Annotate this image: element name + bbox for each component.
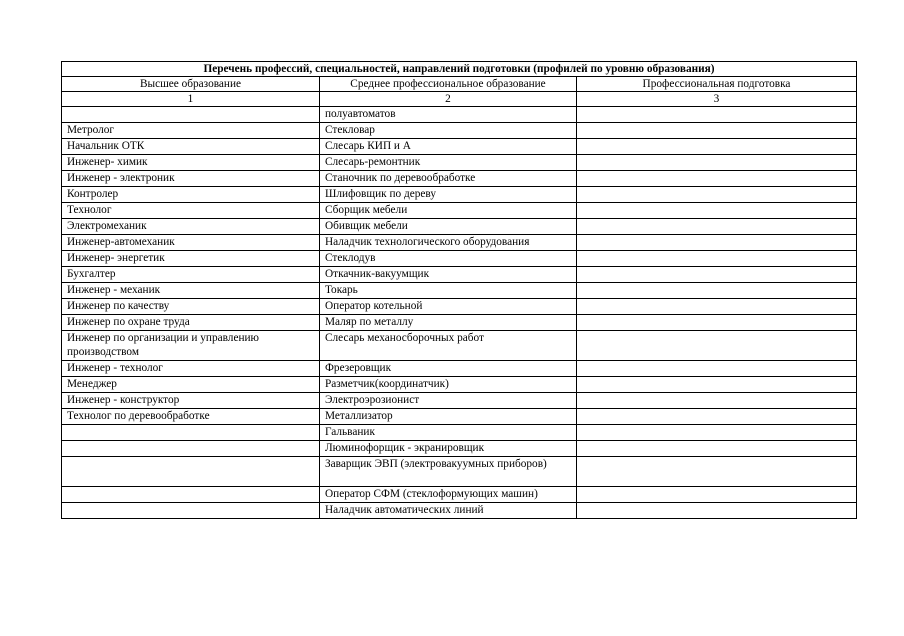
column-header-higher-education: Высшее образование: [62, 77, 320, 92]
professions-table: [61, 61, 857, 519]
cell-secondary-vocational: Заварщик ЭВП (электровакуумных приборов): [320, 457, 577, 487]
cell-vocational-training: [577, 457, 857, 487]
column-header-secondary-vocational: Среднее профессиональное образование: [320, 77, 577, 92]
table-row: [62, 393, 857, 409]
cell-secondary-vocational: Маляр по металлу: [320, 315, 577, 331]
cell-vocational-training: [577, 123, 857, 139]
cell-secondary-vocational: Слесарь механосборочных работ: [320, 331, 577, 361]
cell-secondary-vocational: Наладчик технологического оборудования: [320, 235, 577, 251]
cell-higher-education: [62, 457, 320, 487]
cell-vocational-training: [577, 361, 857, 377]
table-row: [62, 267, 857, 283]
table-row: [62, 107, 857, 123]
cell-secondary-vocational: Слесарь КИП и А: [320, 139, 577, 155]
cell-vocational-training: [577, 393, 857, 409]
table-row: [62, 203, 857, 219]
cell-higher-education: Технолог: [62, 203, 320, 219]
table-row: [62, 409, 857, 425]
cell-secondary-vocational: Сборщик мебели: [320, 203, 577, 219]
cell-secondary-vocational: Наладчик автоматических линий: [320, 503, 577, 519]
table-row: [62, 155, 857, 171]
cell-secondary-vocational: Люминофорщик - экранировщик: [320, 441, 577, 457]
table-row: [62, 457, 857, 487]
cell-vocational-training: [577, 409, 857, 425]
cell-vocational-training: [577, 107, 857, 123]
cell-vocational-training: [577, 425, 857, 441]
cell-higher-education: Метролог: [62, 123, 320, 139]
cell-vocational-training: [577, 283, 857, 299]
cell-higher-education: Бухгалтер: [62, 267, 320, 283]
cell-secondary-vocational: Стеклодув: [320, 251, 577, 267]
cell-secondary-vocational: Шлифовщик по дереву: [320, 187, 577, 203]
cell-secondary-vocational: Оператор котельной: [320, 299, 577, 315]
table-row: [62, 171, 857, 187]
cell-vocational-training: [577, 503, 857, 519]
cell-secondary-vocational: Электроэрозионист: [320, 393, 577, 409]
table-row: [62, 377, 857, 393]
cell-higher-education: Инженер по охране труда: [62, 315, 320, 331]
cell-higher-education: Технолог по деревообработке: [62, 409, 320, 425]
cell-higher-education: Инженер - механик: [62, 283, 320, 299]
cell-secondary-vocational: Токарь: [320, 283, 577, 299]
cell-secondary-vocational: Разметчик(координатчик): [320, 377, 577, 393]
cell-higher-education: Инженер - конструктор: [62, 393, 320, 409]
cell-higher-education: Инженер - технолог: [62, 361, 320, 377]
cell-higher-education: Электромеханик: [62, 219, 320, 235]
cell-secondary-vocational: Стекловар: [320, 123, 577, 139]
table-row: [62, 235, 857, 251]
cell-higher-education: Инженер по качеству: [62, 299, 320, 315]
table-row: [62, 299, 857, 315]
cell-vocational-training: [577, 235, 857, 251]
table-row: [62, 487, 857, 503]
cell-secondary-vocational: Металлизатор: [320, 409, 577, 425]
cell-secondary-vocational: Гальваник: [320, 425, 577, 441]
cell-vocational-training: [577, 171, 857, 187]
table-row: [62, 441, 857, 457]
cell-vocational-training: [577, 139, 857, 155]
cell-higher-education: [62, 487, 320, 503]
cell-higher-education: Инженер по организации и управлению производством: [62, 331, 320, 361]
cell-higher-education: Менеджер: [62, 377, 320, 393]
column-number: 1: [62, 92, 320, 107]
table-body: [62, 107, 857, 519]
cell-secondary-vocational: Слесарь-ремонтник: [320, 155, 577, 171]
cell-higher-education: [62, 503, 320, 519]
cell-higher-education: Инженер- энергетик: [62, 251, 320, 267]
table-row: [62, 123, 857, 139]
cell-higher-education: Начальник ОТК: [62, 139, 320, 155]
cell-vocational-training: [577, 487, 857, 503]
cell-vocational-training: [577, 377, 857, 393]
cell-secondary-vocational: Оператор СФМ (стеклоформующих машин): [320, 487, 577, 503]
table-row: [62, 139, 857, 155]
cell-vocational-training: [577, 267, 857, 283]
table-row: [62, 503, 857, 519]
column-number: 2: [320, 92, 577, 107]
table-row: [62, 425, 857, 441]
cell-secondary-vocational: полуавтоматов: [320, 107, 577, 123]
table-row: [62, 251, 857, 267]
cell-vocational-training: [577, 155, 857, 171]
table-row: [62, 361, 857, 377]
column-number: 3: [577, 92, 857, 107]
cell-higher-education: Инженер- химик: [62, 155, 320, 171]
column-header-vocational-training: Профессиональная подготовка: [577, 77, 857, 92]
cell-higher-education: Контролер: [62, 187, 320, 203]
cell-higher-education: Инженер-автомеханик: [62, 235, 320, 251]
table-row: [62, 283, 857, 299]
table-row: [62, 187, 857, 203]
table-row: [62, 219, 857, 235]
cell-secondary-vocational: Фрезеровщик: [320, 361, 577, 377]
cell-vocational-training: [577, 251, 857, 267]
cell-vocational-training: [577, 299, 857, 315]
cell-higher-education: [62, 107, 320, 123]
cell-vocational-training: [577, 331, 857, 361]
table-title: Перечень профессий, специальностей, направлений подготовки (профилей по уровню образования): [62, 62, 857, 77]
cell-vocational-training: [577, 219, 857, 235]
cell-higher-education: Инженер - электроник: [62, 171, 320, 187]
cell-vocational-training: [577, 315, 857, 331]
cell-vocational-training: [577, 187, 857, 203]
cell-higher-education: [62, 425, 320, 441]
cell-higher-education: [62, 441, 320, 457]
cell-vocational-training: [577, 441, 857, 457]
cell-secondary-vocational: Откачник-вакуумщик: [320, 267, 577, 283]
table-row: [62, 331, 857, 361]
cell-secondary-vocational: Обивщик мебели: [320, 219, 577, 235]
cell-vocational-training: [577, 203, 857, 219]
cell-secondary-vocational: Станочник по деревообработке: [320, 171, 577, 187]
table-row: [62, 315, 857, 331]
